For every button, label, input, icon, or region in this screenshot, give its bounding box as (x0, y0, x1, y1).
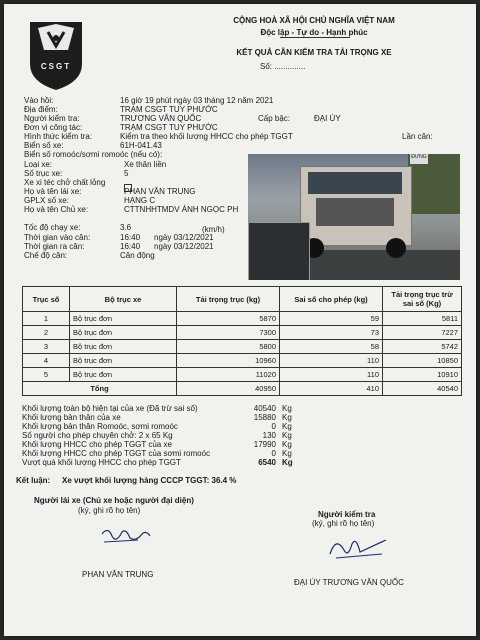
axle-count-value: 5 (124, 169, 129, 178)
time-out-value: 16:40 (120, 242, 141, 251)
axle-tolerance: 59 (280, 312, 383, 326)
driver-name: PHAN VĂN TRUNG (82, 570, 154, 579)
summary-value: 0 (271, 422, 276, 431)
axle-count-label: Số trục xe: (24, 169, 63, 178)
summary-value: 6540 (258, 458, 276, 467)
trailer-label: Biển số romoóc/sơmi romoóc (nếu có): (24, 150, 163, 159)
table-total-row (23, 382, 462, 396)
country-title: CỘNG HOÀ XÃ HỘI CHỦ NGHĨA VIỆT NAM (233, 16, 395, 25)
vehicle-type-label: Loại xe: (24, 160, 53, 169)
col-axle-no: Trục số (23, 287, 70, 312)
axle-tolerance: 110 (280, 354, 383, 368)
summary-unit: Kg (282, 440, 292, 449)
unit-label: Đơn vị công tác: (24, 123, 83, 132)
motto-underline (280, 37, 350, 38)
document-page (4, 4, 476, 636)
logo-text: CSGT (40, 62, 72, 71)
axle-net-load: 7227 (383, 326, 462, 340)
axle-group: Bộ trục đơn (70, 312, 177, 326)
method-value: Kiểm tra theo khối lượng HHCC cho phép TGGT (120, 132, 293, 141)
axle-group: Bộ trục đơn (70, 368, 177, 382)
conclusion-text: Xe vượt khối lượng hàng CCCP TGGT: 36.4 % (62, 476, 237, 485)
csgt-logo (28, 20, 84, 92)
table-row (23, 340, 462, 354)
inspector-value: TRƯƠNG VĂN QUỐC (120, 114, 202, 123)
axle-load: 11020 (177, 368, 280, 382)
table-row (23, 368, 462, 382)
license-label: GPLX số xe: (24, 196, 69, 205)
document-number: Số: .............. (260, 62, 306, 71)
time-in-value: 16:40 (120, 233, 141, 242)
summary-value: 0 (271, 449, 276, 458)
summary-value: 130 (262, 431, 276, 440)
owner-value: CTTNHHTMDV ÁNH NGỌC PH (124, 205, 239, 214)
liquid-tanker-label: Xe xi téc chở chất lỏng (24, 178, 106, 187)
axle-load-table (22, 286, 462, 396)
axle-load: 5800 (177, 340, 280, 354)
summary-value: 17990 (253, 440, 276, 449)
col-net-load: Tải trọng trục trừ sai số (Kg) (383, 287, 462, 312)
summary-label: Số người cho phép chuyên chở: 2 x 65 Kg (22, 431, 173, 440)
axle-tolerance: 58 (280, 340, 383, 354)
summary-value: 15880 (253, 413, 276, 422)
summary-label: Vượt quá khối lượng HHCC cho phép TGGT (22, 458, 181, 467)
weigh-count-label: Lần cân: (402, 132, 433, 141)
plate-label: Biển số xe: (24, 141, 64, 150)
axle-no: 5 (23, 368, 70, 382)
vehicle-photo (248, 154, 460, 280)
photo-tag: ĐỨNG (410, 154, 428, 164)
time-label: Vào hồi: (24, 96, 54, 105)
axle-load: 5870 (177, 312, 280, 326)
conclusion-label: Kết luận: (16, 476, 51, 485)
summary-unit: Kg (282, 404, 292, 413)
summary-label: Khối lượng HHCC cho phép TGGT của sơmi romoóc (22, 449, 211, 458)
vehicle-photo-inset (248, 222, 310, 280)
summary-unit: Kg (282, 413, 292, 422)
total-net-load: 40540 (383, 382, 462, 396)
total-load: 40950 (177, 382, 280, 396)
axle-load: 10960 (177, 354, 280, 368)
summary-unit: Kg (282, 458, 293, 467)
owner-label: Họ và tên Chủ xe: (24, 205, 89, 214)
document-title: KẾT QUẢ CÂN KIỂM TRA TẢI TRỌNG XE (236, 48, 392, 57)
place-label: Địa điểm: (24, 105, 58, 114)
speed-value: 3.6 (120, 223, 132, 232)
axle-group: Bộ trục đơn (70, 340, 177, 354)
weigh-mode-label: Chế độ cân: (24, 251, 68, 260)
rank-value: ĐẠI ÚY (314, 114, 341, 123)
axle-tolerance: 110 (280, 368, 383, 382)
plate-value: 61H-041.43 (120, 141, 162, 150)
axle-no: 2 (23, 326, 70, 340)
axle-group: Bộ trục đơn (70, 354, 177, 368)
inspector-signature-note: (ký, ghi rõ họ tên) (312, 519, 375, 528)
driver-signature (98, 524, 154, 548)
axle-no: 3 (23, 340, 70, 354)
vehicle-type-value: Xe thân liền (124, 160, 167, 169)
table-row (23, 326, 462, 340)
axle-tolerance: 73 (280, 326, 383, 340)
axle-no: 1 (23, 312, 70, 326)
table-header-row (23, 287, 462, 312)
summary-unit: Kg (282, 449, 292, 458)
driver-label: Họ và tên lái xe: (24, 187, 82, 196)
speed-label: Tốc độ chạy xe: (24, 223, 81, 232)
summary-label: Khối lượng bản thân của xe (22, 413, 121, 422)
col-tolerance: Sai số cho phép (kg) (280, 287, 383, 312)
axle-net-load: 10850 (383, 354, 462, 368)
axle-net-load: 5811 (383, 312, 462, 326)
date-in-value: ngày 03/12/2021 (154, 233, 214, 242)
time-out-label: Thời gian ra cân: (24, 242, 85, 251)
speed-unit: (km/h) (202, 225, 225, 234)
total-tolerance: 410 (280, 382, 383, 396)
axle-no: 4 (23, 354, 70, 368)
driver-signature-note: (ký, ghi rõ họ tên) (78, 506, 141, 515)
unit-value: TRẠM CSGT TUY PHƯỚC (120, 123, 218, 132)
col-axle-group: Bộ trục xe (70, 287, 177, 312)
method-label: Hình thức kiểm tra: (24, 132, 93, 141)
national-motto: Độc lập - Tự do - Hạnh phúc (260, 28, 368, 37)
summary-label: Khối lượng HHCC cho phép TGGT của xe (22, 440, 172, 449)
col-axle-load: Tải trọng trục (kg) (177, 287, 280, 312)
inspector-label: Người kiểm tra: (24, 114, 80, 123)
summary-label: Khối lượng toàn bộ hiện tại của xe (Đã trừ sai số) (22, 404, 198, 413)
table-row (23, 312, 462, 326)
axle-net-load: 10910 (383, 368, 462, 382)
axle-net-load: 5742 (383, 340, 462, 354)
date-out-value: ngày 03/12/2021 (154, 242, 214, 251)
driver-value: PHAN VĂN TRUNG (124, 187, 196, 196)
place-value: TRẠM CSGT TUY PHƯỚC (120, 105, 218, 114)
axle-group: Bộ trục đơn (70, 326, 177, 340)
inspector-name: ĐẠI ÚY TRƯƠNG VĂN QUỐC (294, 578, 404, 587)
summary-unit: Kg (282, 431, 292, 440)
license-value: HẠNG C (124, 196, 156, 205)
time-value: 16 giờ 19 phút ngày 03 tháng 12 năm 2021 (120, 96, 274, 105)
inspector-signature (322, 532, 392, 564)
summary-unit: Kg (282, 422, 292, 431)
time-in-label: Thời gian vào cân: (24, 233, 91, 242)
driver-signature-title: Người lái xe (Chủ xe hoặc người đại diện) (34, 496, 194, 505)
rank-label: Cấp bậc: (258, 114, 291, 123)
summary-label: Khối lượng bản thân Romoóc, sơmi romoóc (22, 422, 178, 431)
table-row (23, 354, 462, 368)
total-label: Tổng (23, 382, 177, 396)
summary-value: 40540 (253, 404, 276, 413)
axle-load: 7300 (177, 326, 280, 340)
inspector-signature-title: Người kiểm tra (318, 510, 376, 519)
weigh-mode-value: Cân động (120, 251, 155, 260)
